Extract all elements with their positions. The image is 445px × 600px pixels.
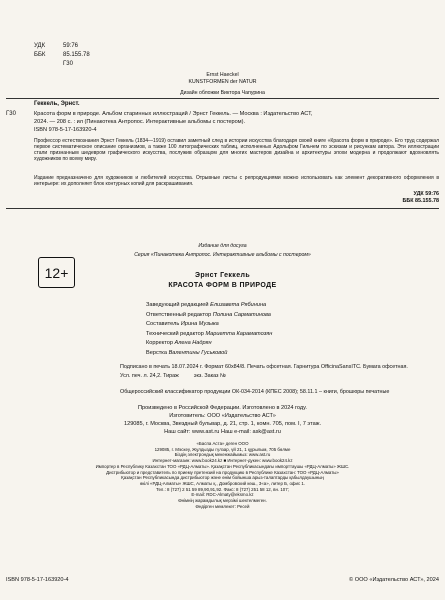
catalog-index: Г30: [6, 111, 16, 117]
book-author: Эрнст Геккель: [194, 272, 251, 279]
original-author: Ernst Haeckel: [206, 72, 239, 78]
divider: [6, 98, 439, 99]
manufacturer-contacts: Наш сайт: www.ast.ru Наш e-mail: ask@ast.ru: [164, 429, 281, 435]
importer-line: Тел.: 8 (727) 2 51 59 89,90,91,92. Факс: 8 (727) 251 58 12, вн. 107;: [156, 486, 289, 492]
importer-line: Дистрибьютор и представитель по приему претензий на продукцию в Республике Казахстан: ТОО «РДЦ-Алматы»: [106, 469, 339, 475]
print-signed-line: Подписано в печать 18.07.2024 г. Формат 60x84/8. Печать офсетная. Гарнитура OfficinaSansITC. Бумага офсетная.: [120, 364, 408, 370]
footer-isbn: ISBN 978-5-17-163920-4: [6, 577, 69, 583]
code-label: [34, 60, 63, 69]
credit-row: Корректор Алена Надрян: [146, 340, 212, 347]
catalog-description-line2: 2024. — 208 с. : ил (Пинакотека Антропос. Интерактивные альбомы с постером).: [34, 119, 246, 125]
code-row-bbk: [34, 51, 90, 60]
importer-line: Біздің электрондық мекенжайымыз: www.ast.ru: [174, 452, 271, 458]
importer-line: Өндірген мемлекет: Ресей: [195, 503, 250, 509]
importer-line: Импортер в Республику Казахстан ТОО «РДЦ-Алматы». Қазақстан Республикасындағы импорттаушы «РДЦ-Алматы» ЖШС.: [95, 463, 350, 469]
credits-list: [146, 301, 272, 359]
code-label: УДК: [34, 43, 46, 49]
importer-line: 129085, г. Мәскеу, Жұлдызды гүлзар, үй 21, 1 құрылым, 705 бөлме: [154, 446, 291, 452]
importer-line: Қазақстан Республикасында дистрибьютор және өнім бойынша арыз-талаптарды қабылдаушының: [121, 475, 324, 481]
code-row-udk: [34, 42, 90, 51]
importer-block: [0, 441, 445, 509]
leisure-label: Издание для досуга: [198, 243, 247, 249]
book-title: КРАСОТА ФОРМ В ПРИРОДЕ: [168, 282, 277, 289]
divider: [6, 208, 439, 209]
manufacturer: Изготовитель: ООО «Издательство АСТ»: [169, 413, 276, 419]
catalog-bbk: ББК 85.155.78: [402, 198, 439, 204]
footer-copyright: © ООО «Издательство АСТ», 2024: [349, 577, 439, 583]
catalog-author-heading: Геккель, Эрнст.: [34, 101, 80, 107]
credit-row: Заведующий редакцией Елизавета Рябинина: [146, 302, 267, 308]
age-rating-badge: 12+: [38, 257, 75, 288]
code-label: ББК: [34, 52, 46, 58]
importer-line: өкілі «РДЦ-Алматы» ЖШС, Алматы қ., Домбровский көш., 3«а», литер Б, офис 1.: [139, 480, 306, 486]
credit-row: Верстка Валентины Гуськовой: [146, 349, 228, 356]
credit-row: Технический редактор Мариетта Караматозян: [146, 330, 273, 337]
importer-line: E-mail: RDC-Almaty@eksmo.kz: [191, 492, 254, 498]
catalog-description-line1: Красота форм в природе. Альбом старинных иллюстраций / Эрнст Геккель. — Москва : Издательство АСТ,: [34, 111, 313, 117]
code-row-author-mark: [34, 60, 90, 69]
manufacturer-address: 129085, г. Москва, Звездный бульвар, д. 21, стр. 1, комн. 705, пом. I, 7 этаж.: [123, 421, 322, 427]
code-value: Г30: [63, 61, 73, 67]
series-label: Серия «Пинакотека Антропос. Интерактивные альбомы с постером»: [134, 252, 311, 258]
importer-line: Интернет-магазин: www.book24.kz ■ Интернет-дүкен: www.book24.kz: [152, 458, 293, 464]
cover-design-credit: Дизайн обложки Виктора Чапурина: [180, 90, 265, 96]
code-value: 59:76: [63, 43, 79, 49]
original-title: KUNSTFORMEN der NATUR: [188, 79, 257, 85]
catalog-annotation: Профессор естествознания Эрнст Геккель (1834—1919) оставил заметный след в истории искусства благодаря своей книге «Красота форм в природе». Его труд содержал первое систематическое описание организмов, а также 100 литографических таблиц, исполненных Адольфом Гильчем по эскизам и рисункам автора. Эти иллюстрации стали признанным шедевром графического искусства, послужив образцом для многих мастеров дизайна и архитектуры эпохи модерна и продолжают вдохновлять художников по всему миру.: [34, 138, 439, 163]
credit-row: Ответственный редактор Полина Сарматинова: [146, 311, 271, 318]
importer-line: Өнімнің жарамдылық мерзімі шектелмеген.: [178, 498, 267, 504]
print-run-line: Усл. печ. л. 24,2. Тираж экз. Заказ №: [120, 373, 226, 379]
catalog-annotation-audience: Издание предназначено для художников и любителей искусства. Отрывные листы с репродукциями можно использовать как элемент декоративного оформления в интерьере: их дополняет блок контурных копий для раскрашивания.: [34, 175, 439, 188]
catalog-udk: УДК 59:76: [413, 191, 439, 197]
catalog-isbn: ISBN 978-5-17-163920-4: [34, 127, 97, 133]
credit-row: Составитель Ирина Музыка: [146, 321, 219, 328]
code-value: 85.155.78: [63, 52, 90, 58]
production-country: Произведено в Российской Федерации. Изготовлено в 2024 году.: [138, 405, 307, 411]
classification-codes: [34, 42, 90, 69]
importer-line: «Баспа Аста» деген ООО: [196, 441, 249, 446]
product-classifier: Общероссийский классификатор продукции ОК-034-2014 (КПЕС 2008); 58.11.1 – книги, брошюры печатные: [120, 389, 390, 395]
